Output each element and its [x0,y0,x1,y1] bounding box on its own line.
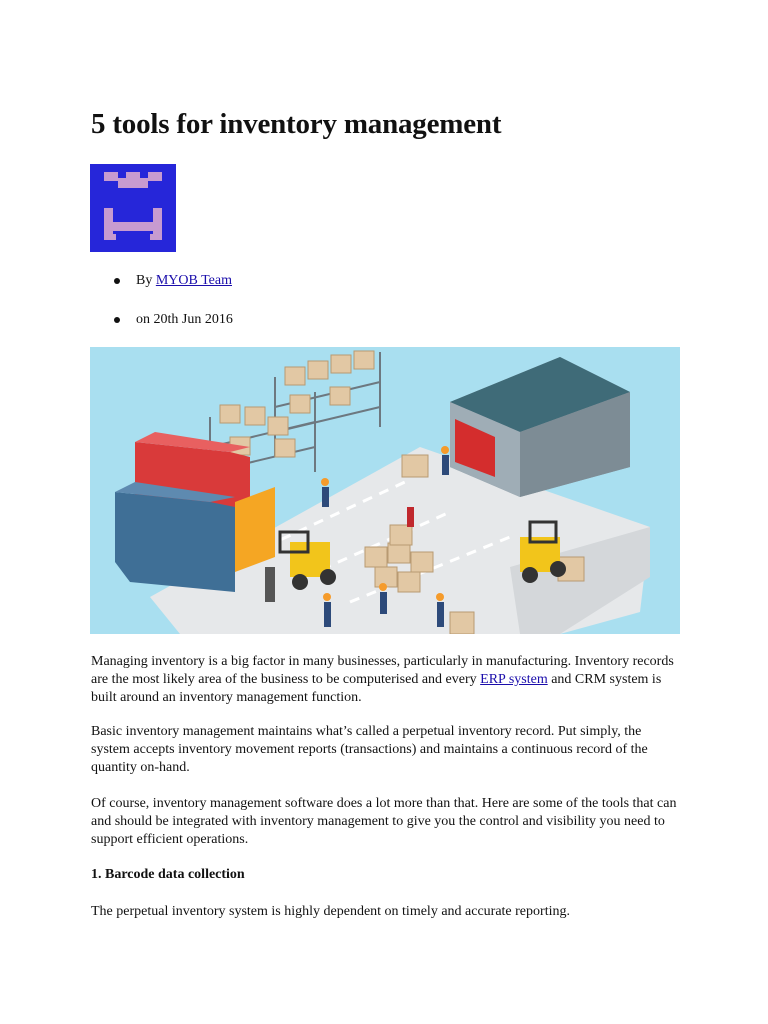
author-link[interactable]: MYOB Team [155,273,232,288]
section-heading-barcode: 1. Barcode data collection [91,867,245,882]
paragraph-1-text-a: Managing inventory is a big factor in many businesses, particularly in manufacturing. Inventory records are the most likely area of the business to be computerised and every [91,654,674,687]
publish-date [90,309,233,348]
erp-system-link[interactable]: ERP system [480,672,548,687]
paragraph-1-text-b: and CRM system is built around an inventory management function. [91,672,662,705]
bullet-icon [114,278,120,284]
warehouse-illustration [90,347,680,634]
byline [90,270,233,309]
paragraph-4: The perpetual inventory system is highly dependent on timely and accurate reporting. [91,904,570,919]
author-avatar[interactable] [90,164,176,252]
page-title: 5 tools for inventory management [91,108,502,140]
paragraph-3: Of course, inventory management software does a lot more than that. Here are some of the tools that can and should be integrated with inventory management to give you the control and visibility you need to support efficient operations. [91,796,677,847]
paragraph-2: Basic inventory management maintains what’s called a perpetual inventory record. Put simply, the system accepts inventory movement reports (transactions) and maintains a continuous record of the quantity on-hand. [91,724,648,775]
bullet-icon [114,317,120,323]
paragraph-1 [91,653,681,707]
date-text: on 20th Jun 2016 [136,312,233,327]
article-meta [90,270,233,348]
byline-prefix: By [136,273,153,288]
